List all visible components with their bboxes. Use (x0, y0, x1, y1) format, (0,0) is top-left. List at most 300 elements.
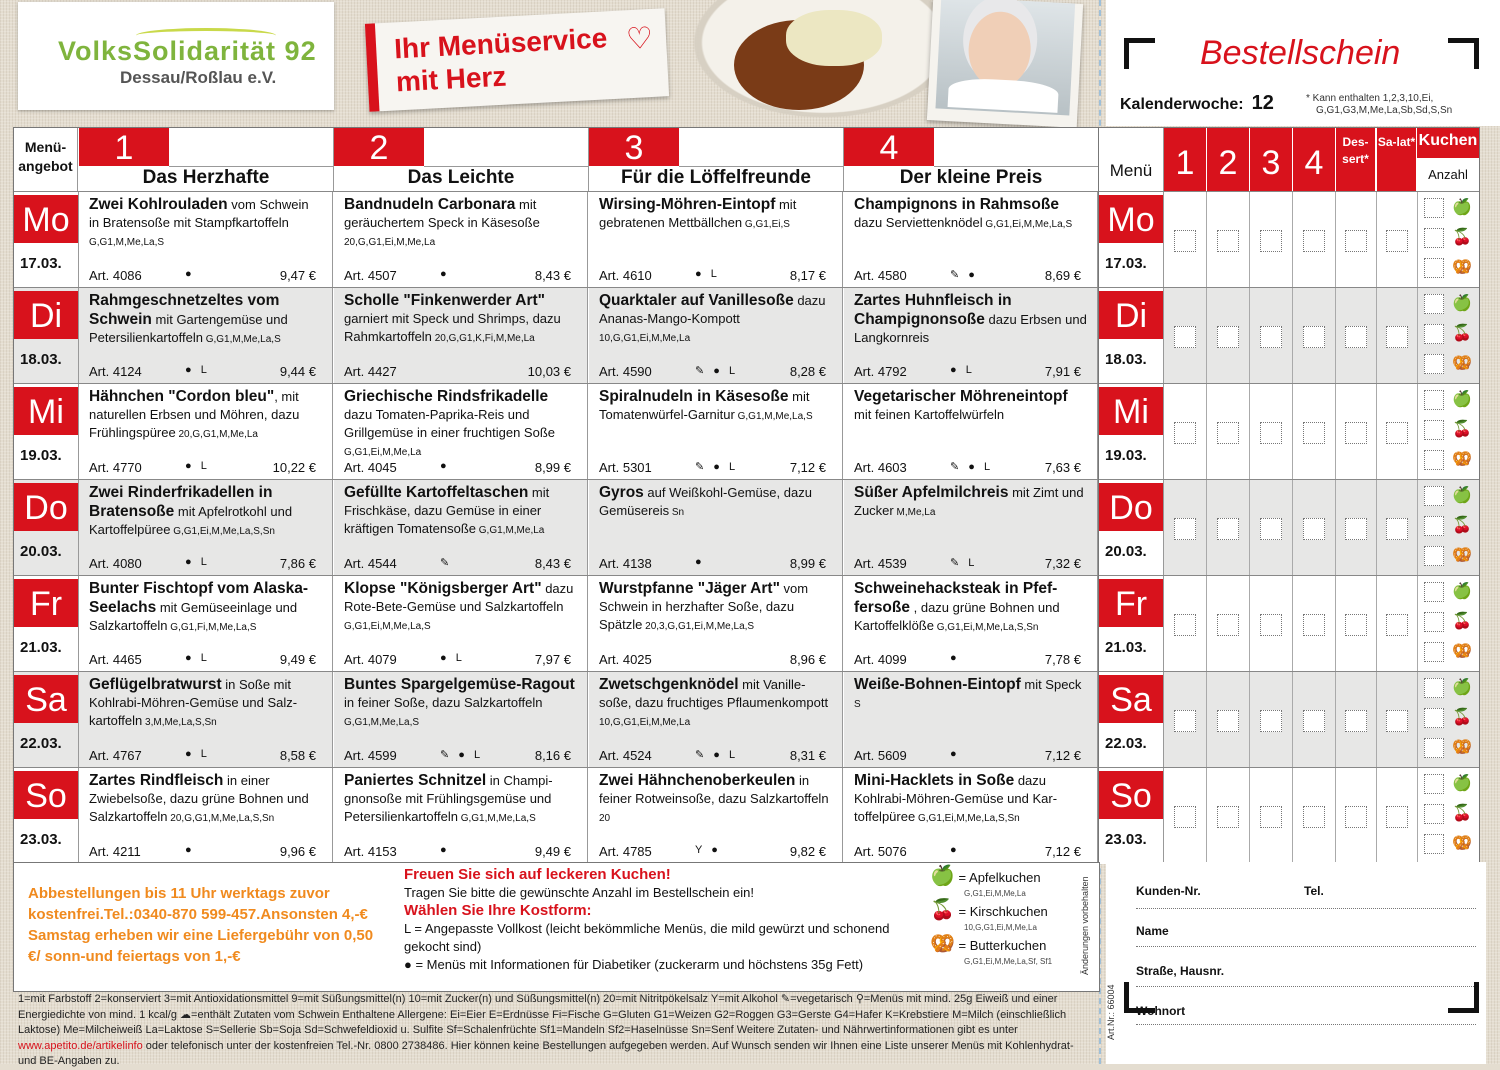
article-number: Art. 4770 (89, 460, 142, 475)
apple-icon: 🍏 (1452, 487, 1472, 504)
dish-allergens: G,G1,Ei,M,Me,La,S (982, 219, 1073, 230)
phone-label: Tel. (1304, 884, 1324, 898)
dish-description: , mit naturellen Erbsen und Möhren, dazu Frühlingspüree (89, 389, 300, 440)
dish-allergens: G,G1,Ei,S (742, 219, 790, 230)
article-number: Art. 4086 (89, 268, 142, 283)
dish-cell (334, 480, 588, 576)
cake-quantity-box[interactable] (1424, 450, 1444, 470)
day-label: Mo 17.03. (1099, 192, 1164, 288)
article-number: Art. 5609 (854, 748, 907, 763)
cake-quantity-box[interactable] (1424, 774, 1444, 794)
quantity-box[interactable] (1303, 422, 1325, 444)
diet-symbols: ● L (185, 556, 210, 568)
diet-diabetic: ● = Menüs mit Informationen für Diabetiker (zuckerarm und höchstens 35g Fett) (404, 957, 864, 972)
dish-description: dazu Rote-Bete-Gemüse und Salzkartoffeln (344, 581, 574, 614)
dish-description: dazu Ananas-Mango-Kompott (599, 293, 826, 326)
diet-symbols: ● (950, 748, 960, 760)
menu-offer-label: Menü- angebot (14, 128, 78, 191)
dish-description: in Soße mit Kohlrabi-Möhren-Gemüse und Salzkartoffeln (89, 677, 298, 728)
dish-description: mit Gartengemüse und Petersilienkartoffeln (89, 312, 288, 345)
cake-quantity-box[interactable] (1424, 198, 1444, 218)
quantity-box[interactable] (1386, 710, 1408, 732)
butter-cake-icon: 🥨 (1452, 259, 1472, 276)
dish-price: 8,43 € (534, 556, 571, 571)
diet-symbols: ● L (440, 652, 465, 664)
dish-cell (844, 672, 1098, 768)
diet-symbols: ✎ (440, 557, 453, 569)
menu-table (13, 127, 1100, 864)
dish-allergens: 20,G,G1,M,Me,La (175, 429, 258, 440)
cherry-icon: 🍒 (1452, 421, 1472, 438)
dish-description: mit Vanillesoße, dazu fruchtiges Pflaumenkompott (599, 677, 829, 710)
butter-cake-icon: 🥨 (1452, 739, 1472, 756)
cake-quantity-box[interactable] (1424, 546, 1444, 566)
cake-quantity-box[interactable] (1424, 420, 1444, 440)
butter-cake-icon: 🥨 (1452, 547, 1472, 564)
diet-symbols: ✎ ● L (695, 365, 739, 377)
cherry-icon: 🍒 (1452, 325, 1472, 342)
dish-cell (334, 288, 588, 384)
article-number: Art. 4580 (854, 268, 907, 283)
cherry-icon: 🍒 (1452, 517, 1472, 534)
dish-price: 8,28 € (789, 364, 826, 379)
diet-symbols: ● L (185, 364, 210, 376)
dish-price: 8,69 € (1044, 268, 1081, 283)
menu-name: Der kleine Preis (899, 167, 1043, 188)
order-row-di (1099, 287, 1479, 384)
diet-symbols: ✎ ● L (695, 749, 739, 761)
order-col-salad: Sa-lat* (1377, 128, 1417, 191)
dish-cell (79, 288, 333, 384)
article-number: Art. 5301 (599, 460, 652, 475)
cake-quantity-box[interactable] (1424, 390, 1444, 410)
article-number: Art. 4590 (599, 364, 652, 379)
dish-title: Schweinehacksteak in Pfeffersoße (854, 580, 1058, 616)
senior-photo (927, 0, 1083, 128)
butter-cake-icon: 🥨 (1452, 643, 1472, 660)
cherry-icon: 🍒 (1452, 709, 1472, 726)
diet-symbols: ● (950, 844, 960, 856)
dish-cell (334, 384, 588, 480)
cake-quantity-box[interactable] (1424, 228, 1444, 248)
dish-description: mit Speck (1020, 677, 1082, 692)
quantity-box[interactable] (1345, 518, 1367, 540)
menu-row-so (14, 767, 1099, 864)
dish-description: in feiner Soße, dazu Salzkartoffeln (344, 695, 543, 710)
apple-icon: 🍏 (1452, 583, 1472, 600)
dish-price: 7,91 € (1044, 364, 1081, 379)
dish-cell (334, 672, 588, 768)
dish-cell (844, 576, 1098, 672)
logo-name: VolksSolidarität 92 (58, 36, 317, 66)
dish-title: Griechische Rindsfrikadelle (344, 388, 549, 405)
menu-column-2 (334, 128, 589, 191)
dish-price: 9,49 € (279, 652, 316, 667)
quantity-box[interactable] (1386, 518, 1408, 540)
dish-cell (844, 384, 1098, 480)
dish-description: vom Schwein in Bratensoße mit Stampfkartoffeln (89, 197, 309, 230)
changes-reserved: Änderungen vorbehalten (1080, 876, 1090, 975)
diet-symbols: ● (440, 268, 450, 280)
cake-quantity-box[interactable] (1424, 642, 1444, 662)
menu-row-mo (14, 191, 1099, 288)
quantity-box[interactable] (1260, 518, 1282, 540)
quantity-box[interactable] (1174, 710, 1196, 732)
apple-icon: 🍏 (930, 865, 955, 887)
menu-name: Für die Löffelfreunde (621, 167, 811, 188)
menu-number: 2 (334, 128, 424, 166)
menu-row-mi (14, 383, 1099, 480)
food-photo (686, 0, 936, 122)
menu-name: Das Herzhafte (142, 167, 270, 188)
dish-cell (844, 288, 1098, 384)
day-label: Di 18.03. (1099, 288, 1164, 384)
dish-allergens: 10,G,G1,Ei,M,Me,La (599, 717, 691, 728)
quantity-box[interactable] (1386, 806, 1408, 828)
name-field[interactable] (1136, 946, 1476, 947)
dish-cell (334, 768, 588, 864)
dish-cell (79, 576, 333, 672)
footer-legend: 1=mit Farbstoff 2=konserviert 3=mit Antioxidationsmittel 9=mit Süßungsmittel(n) 10=mit Zucker(n) und Süßungsmittel(n) 20=mit Nitritpökelsalz Y=mit Alkohol ✎=vegetarisch ⚲=Menüs mit mind. 25g Eiweiß und einer Energiedichte von mind. 1 kcal/g ☁=enthält Zutaten vom Schwein Enthaltene Allergene: Ei=Eier E=Erdnüsse Fi=Fische G=Gluten G1=Weizen G2=Roggen G3=Gerste G4=Hafer K=Krebstiere M=Milch (einschließlich Laktose) Me=Milcheiweiß La=Laktose S=Sellerie Sb=Soja Sd=Schwefeldioxid u. Sulfite Sf=Schalenfrüchte Sf1=Mandeln Sf2=Haselnüsse Sn=Senf Weitere Zutaten- und Nährwertinformationen gibt es unter www.apetito.de/artikelinfo oder telefonisch unter der kostenfreien Tel.-Nr. 0800 2738486. Hier können keine Bestellungen aufgegeben werden. Auf Wunsch senden wir Ihnen eine Liste unserer Menüs mit Kohlenhydrat- und BE-Angaben zu. (18, 993, 1074, 1067)
quantity-box[interactable] (1260, 326, 1282, 348)
quantity-box[interactable] (1174, 806, 1196, 828)
dish-description: mit Frischkäse, dazu Gemüse in einer kräftigen Tomatensoße (344, 485, 550, 536)
dish-allergens: G,G1,M,Me,La,S (89, 237, 165, 248)
cake-quantity-box[interactable] (1424, 354, 1444, 374)
dish-description: auf Weißkohl-Gemüse, dazu Gemüsereis (599, 485, 812, 518)
cake-quantity-box[interactable] (1424, 738, 1444, 758)
dish-title: Vegetarischer Möhreneintopf (854, 388, 1068, 405)
article-number: Art. 4785 (599, 844, 652, 859)
quantity-box[interactable] (1174, 518, 1196, 540)
dish-description: dazu Tomaten-Paprika-Reis und Grillgemüse in einer fruchtigen Soße (344, 407, 555, 440)
menu-row-di (14, 287, 1099, 384)
dish-cell (79, 192, 333, 288)
dish-allergens: G,G1,M,Me,La,S (734, 411, 813, 422)
quantity-box[interactable] (1217, 326, 1239, 348)
dish-title: Gefüllte Kartoffeltaschen (344, 484, 529, 501)
menu-column-3 (589, 128, 844, 191)
diet-symbols: ● L (185, 460, 210, 472)
dish-price: 7,12 € (1044, 844, 1081, 859)
dish-price: 8,16 € (534, 748, 571, 763)
quantity-box[interactable] (1386, 614, 1408, 636)
dish-description: mit Zimt und Zucker (854, 485, 1084, 518)
dish-description: dazu Serviettenknödel (854, 215, 983, 230)
quantity-box[interactable] (1217, 806, 1239, 828)
dish-price: 10,22 € (272, 460, 316, 475)
dish-description: garniert mit Speck und Shrimps, dazu Rahmkartoffeln (344, 311, 561, 344)
menu-row-fr (14, 575, 1099, 672)
dish-price: 8,31 € (789, 748, 826, 763)
dish-cell (589, 384, 843, 480)
day-label: So 23.03. (14, 768, 79, 864)
dish-price: 9,82 € (789, 844, 826, 859)
dish-price: 7,97 € (534, 652, 571, 667)
dish-cell (589, 480, 843, 576)
article-number: Art. 4099 (854, 652, 907, 667)
diet-symbols: ✎ ● L (695, 461, 739, 473)
quantity-box[interactable] (1217, 614, 1239, 636)
calendar-week: Kalenderwoche: 12 (1120, 92, 1274, 114)
quantity-box[interactable] (1303, 518, 1325, 540)
cake-quantity-box[interactable] (1424, 678, 1444, 698)
dish-cell (79, 384, 333, 480)
diet-symbols: ● (440, 460, 450, 472)
street-label: Straße, Hausnr. (1136, 964, 1225, 978)
dish-price: 8,96 € (789, 652, 826, 667)
dish-title: Geflügelbratwurst (89, 676, 222, 693)
diet-symbols: ● (440, 844, 450, 856)
cake-legend: 🍏 = Apfelkuchen G,G1,Ei,M,Me,La 🍒 = Kirschkuchen 10,G,G1,Ei,M,Me,La 🥨 = Butterkuchen G,G1,Ei,M,Me,La,Sf, Sf1 (930, 865, 1053, 966)
dish-description: in feiner Rotweinsoße, dazu Salzkartoffeln (599, 773, 829, 806)
dish-allergens: 3,M,Me,La,S,Sn (142, 717, 217, 728)
cherry-icon: 🍒 (1452, 613, 1472, 630)
dish-title: Rahmgeschnetzeltes vom Schwein (89, 292, 280, 328)
dish-description: mit Apfelrotkohl und Kartoffelpüree (89, 504, 293, 537)
dish-cell (589, 672, 843, 768)
quantity-box[interactable] (1345, 422, 1367, 444)
diet-heading: Wählen Sie Ihre Kostform: (404, 902, 592, 919)
quantity-box[interactable] (1217, 518, 1239, 540)
dish-price: 7,12 € (789, 460, 826, 475)
quantity-box[interactable] (1303, 326, 1325, 348)
order-form-title: Bestellschein (1200, 34, 1401, 72)
dish-description: mit Tomatenwürfel-Garnitur (599, 389, 810, 422)
cake-quantity-box[interactable] (1424, 582, 1444, 602)
cherry-icon: 🍒 (1452, 805, 1472, 822)
cake-quantity-box[interactable] (1424, 516, 1444, 536)
allergen-note: * Kann enthalten 1,2,3,10,Ei, G,G1,G3,M,Me,La,Sb,Sd,S,Sn (1306, 93, 1453, 116)
quantity-box[interactable] (1345, 806, 1367, 828)
article-number: Art. 4124 (89, 364, 142, 379)
apetito-link[interactable]: www.apetito.de/artikelinfo (18, 1039, 143, 1052)
cake-quantity-box[interactable] (1424, 486, 1444, 506)
dish-title: Zartes Rindfleisch (89, 772, 224, 789)
name-label: Name (1136, 924, 1169, 938)
article-number: Art. 4767 (89, 748, 142, 763)
dish-title: Spiralnudeln in Käsesoße (599, 388, 789, 405)
butter-cake-icon: 🥨 (1452, 451, 1472, 468)
dish-description: mit gebratenen Mettbällchen (599, 197, 797, 230)
cake-quantity-box[interactable] (1424, 834, 1444, 854)
dish-cell (79, 768, 333, 864)
quantity-box[interactable] (1303, 230, 1325, 252)
article-number: Art. 4079 (344, 652, 397, 667)
dish-cell (79, 480, 333, 576)
dish-price: 8,17 € (789, 268, 826, 283)
order-grid-header (1099, 128, 1479, 191)
dish-title: Paniertes Schnitzel (344, 772, 487, 789)
dish-price: 7,86 € (279, 556, 316, 571)
dish-price: 10,03 € (527, 364, 571, 379)
dish-price: 9,49 € (534, 844, 571, 859)
butter-cake-icon: 🥨 (930, 933, 955, 955)
cake-quantity-box[interactable] (1424, 324, 1444, 344)
article-number: Art. 4138 (599, 556, 652, 571)
menu-number: 1 (79, 128, 169, 166)
article-number: Art. 5076 (854, 844, 907, 859)
order-col-1: 1 (1164, 128, 1207, 191)
street-field[interactable] (1136, 986, 1476, 987)
order-col-3: 3 (1250, 128, 1293, 191)
dish-description: dazu Erbsen und Langkornreis (854, 312, 1087, 345)
diet-symbols: ● L (695, 268, 720, 280)
dish-price: 8,99 € (789, 556, 826, 571)
quantity-box[interactable] (1217, 230, 1239, 252)
dish-description: in einer Zwiebelsoße, dazu grüne Bohnen und Salzkartoffeln (89, 773, 309, 824)
quantity-box[interactable] (1303, 710, 1325, 732)
diet-symbols: ● (950, 652, 960, 664)
dish-cell (334, 576, 588, 672)
dish-title: Weiße-Bohnen-Eintopf (854, 676, 1021, 693)
quantity-box[interactable] (1345, 326, 1367, 348)
dish-title: Wurstpfanne "Jäger Art" (599, 580, 780, 597)
day-label: Di 18.03. (14, 288, 79, 384)
dish-title: Wirsing-Möhren-Eintopf (599, 196, 776, 213)
quantity-box[interactable] (1303, 806, 1325, 828)
day-label: Mi 19.03. (1099, 384, 1164, 480)
cake-quantity-box[interactable] (1424, 612, 1444, 632)
dish-title: Buntes Spargelgemüse-Ragout (344, 676, 575, 693)
day-label: Sa 22.03. (14, 672, 79, 768)
dish-title: Scholle "Finkenwerder Art" (344, 292, 546, 309)
dish-title: Champignons in Rahmsoße (854, 196, 1059, 213)
dish-title: Zwei Rinderfrikadellen in Bratensoße (89, 484, 273, 520)
dish-cell (844, 192, 1098, 288)
article-number: Art. 4080 (89, 556, 142, 571)
cancellation-note: Abbestellungen bis 11 Uhr werktags zuvor kostenfrei.Tel.:0340-870 599-457.Ansonsten 4,-€ Samstag erheben wir eine Liefergebühr von 0,50 €/ sonn-und feiertags von 1,-€ (28, 885, 374, 965)
day-label: Sa 22.03. (1099, 672, 1164, 768)
quantity-box[interactable] (1174, 230, 1196, 252)
dish-title: Zwei Hähnchenoberkeulen (599, 772, 796, 789)
dish-title: Gyros (599, 484, 644, 501)
dish-price: 9,96 € (279, 844, 316, 859)
day-label: Mi 19.03. (14, 384, 79, 480)
dish-allergens: G,G1,M,Me,La,S (344, 717, 420, 728)
quantity-box[interactable] (1386, 230, 1408, 252)
quantity-box[interactable] (1260, 806, 1282, 828)
menu-row-sa (14, 671, 1099, 768)
article-number: Art. 4792 (854, 364, 907, 379)
quantity-box[interactable] (1260, 230, 1282, 252)
dish-description: dazu Kohlrabi-Möhren-Gemüse und Kartoffelpüree (854, 773, 1058, 824)
butter-cake-icon: 🥨 (1452, 835, 1472, 852)
diet-l: L = Angepasste Vollkost (leicht bekömmliche Menüs, die mild gewürzt und schonend gekocht sind) (404, 921, 890, 954)
dish-allergens: G,G1,Ei,M,Me,La (344, 447, 422, 458)
dish-title: Zwei Kohlrouladen (89, 196, 228, 213)
heart-icon: ♡ (625, 21, 654, 57)
dish-allergens: G,G1,Ei,M,Me,La,S,Sn (933, 622, 1039, 633)
dish-price: 7,63 € (1044, 460, 1081, 475)
apple-icon: 🍏 (1452, 295, 1472, 312)
order-row-fr (1099, 575, 1479, 672)
dish-cell (844, 768, 1098, 864)
quantity-box[interactable] (1345, 614, 1367, 636)
logo-location: Dessau/Roßlau e.V. (120, 68, 277, 87)
cake-instruction: Tragen Sie bitte die gewünschte Anzahl im Bestellschein ein! (404, 885, 754, 900)
article-number: Art.Nr.: 66004 (1106, 984, 1116, 1040)
dish-allergens: G,G1,M,Me,La,S (202, 334, 281, 345)
dish-allergens: G,G1,Ei,M,Me,La,S,Sn (915, 813, 1020, 824)
customer-form (1106, 862, 1486, 1064)
quantity-box[interactable] (1174, 326, 1196, 348)
dish-allergens: G,G1,Fi,M,Me,La,S (167, 622, 257, 633)
quantity-box[interactable] (1217, 422, 1239, 444)
menu-header (14, 128, 1099, 191)
dish-price: 8,99 € (534, 460, 571, 475)
quantity-box[interactable] (1386, 422, 1408, 444)
article-number: Art. 4507 (344, 268, 397, 283)
cherry-icon: 🍒 (930, 899, 955, 921)
dish-description: , dazu grüne Bohnen und Kartoffelklöße (854, 600, 1060, 633)
dish-price: 8,58 € (279, 748, 316, 763)
order-col-2: 2 (1207, 128, 1250, 191)
diet-symbols: Y ● (695, 844, 721, 856)
diet-symbols: ✎ ● L (440, 749, 484, 761)
dish-title: Mini-Hacklets in Soße (854, 772, 1015, 789)
order-row-so (1099, 767, 1479, 864)
dish-cell (79, 672, 333, 768)
dish-allergens: 20,G,G1,K,Fi,M,Me,La (431, 333, 535, 344)
quantity-box[interactable] (1174, 422, 1196, 444)
diet-symbols: ✎ ● L (950, 461, 994, 473)
dish-title: Süßer Apfelmilchreis (854, 484, 1009, 501)
cake-quantity-box[interactable] (1424, 708, 1444, 728)
dish-cell (589, 576, 843, 672)
diet-symbols: ● (185, 268, 195, 280)
diet-symbols: ● (185, 844, 195, 856)
dish-allergens: G,G1,M,Me,La,S (457, 813, 536, 824)
order-row-do (1099, 479, 1479, 576)
quantity-box[interactable] (1217, 710, 1239, 732)
article-number: Art. 4025 (599, 652, 652, 667)
cake-quantity-box[interactable] (1424, 294, 1444, 314)
article-number: Art. 4599 (344, 748, 397, 763)
article-number: Art. 4610 (599, 268, 652, 283)
customer-number-field[interactable] (1136, 908, 1476, 909)
order-col-dessert: Des-sert* (1336, 128, 1376, 191)
order-grid (1098, 127, 1480, 864)
customer-number-label: Kunden-Nr. (1136, 884, 1201, 898)
quantity-box[interactable] (1260, 710, 1282, 732)
city-field[interactable] (1136, 1024, 1476, 1025)
article-number: Art. 4544 (344, 556, 397, 571)
dish-price: 9,44 € (279, 364, 316, 379)
dish-description: vom Schwein in herzhafter Soße, dazu Spätzle (599, 581, 809, 632)
dish-allergens: 20,G,G1,M,Me,La,S,Sn (167, 813, 275, 824)
menu-name: Das Leichte (407, 167, 515, 188)
day-label: Mo 17.03. (14, 192, 79, 288)
dish-allergens: 20,G,G1,Ei,M,Me,La (344, 237, 436, 248)
dish-cell (334, 192, 588, 288)
quantity-box[interactable] (1345, 230, 1367, 252)
cake-quantity-box[interactable] (1424, 804, 1444, 824)
cake-quantity-box[interactable] (1424, 258, 1444, 278)
quantity-box[interactable] (1260, 422, 1282, 444)
quantity-box[interactable] (1174, 614, 1196, 636)
quantity-box[interactable] (1260, 614, 1282, 636)
dish-allergens: G,G1,Ei,M,Me,La,S (344, 621, 431, 632)
dish-title: Quarktaler auf Vanillesoße (599, 292, 794, 309)
quantity-box[interactable] (1345, 710, 1367, 732)
order-menu-label: Menü (1099, 128, 1164, 191)
quantity-box[interactable] (1386, 326, 1408, 348)
day-label: Fr 21.03. (1099, 576, 1164, 672)
dish-allergens: 10,G,G1,Ei,M,Me,La (599, 333, 691, 344)
quantity-box[interactable] (1303, 614, 1325, 636)
day-label: So 23.03. (1099, 768, 1164, 864)
